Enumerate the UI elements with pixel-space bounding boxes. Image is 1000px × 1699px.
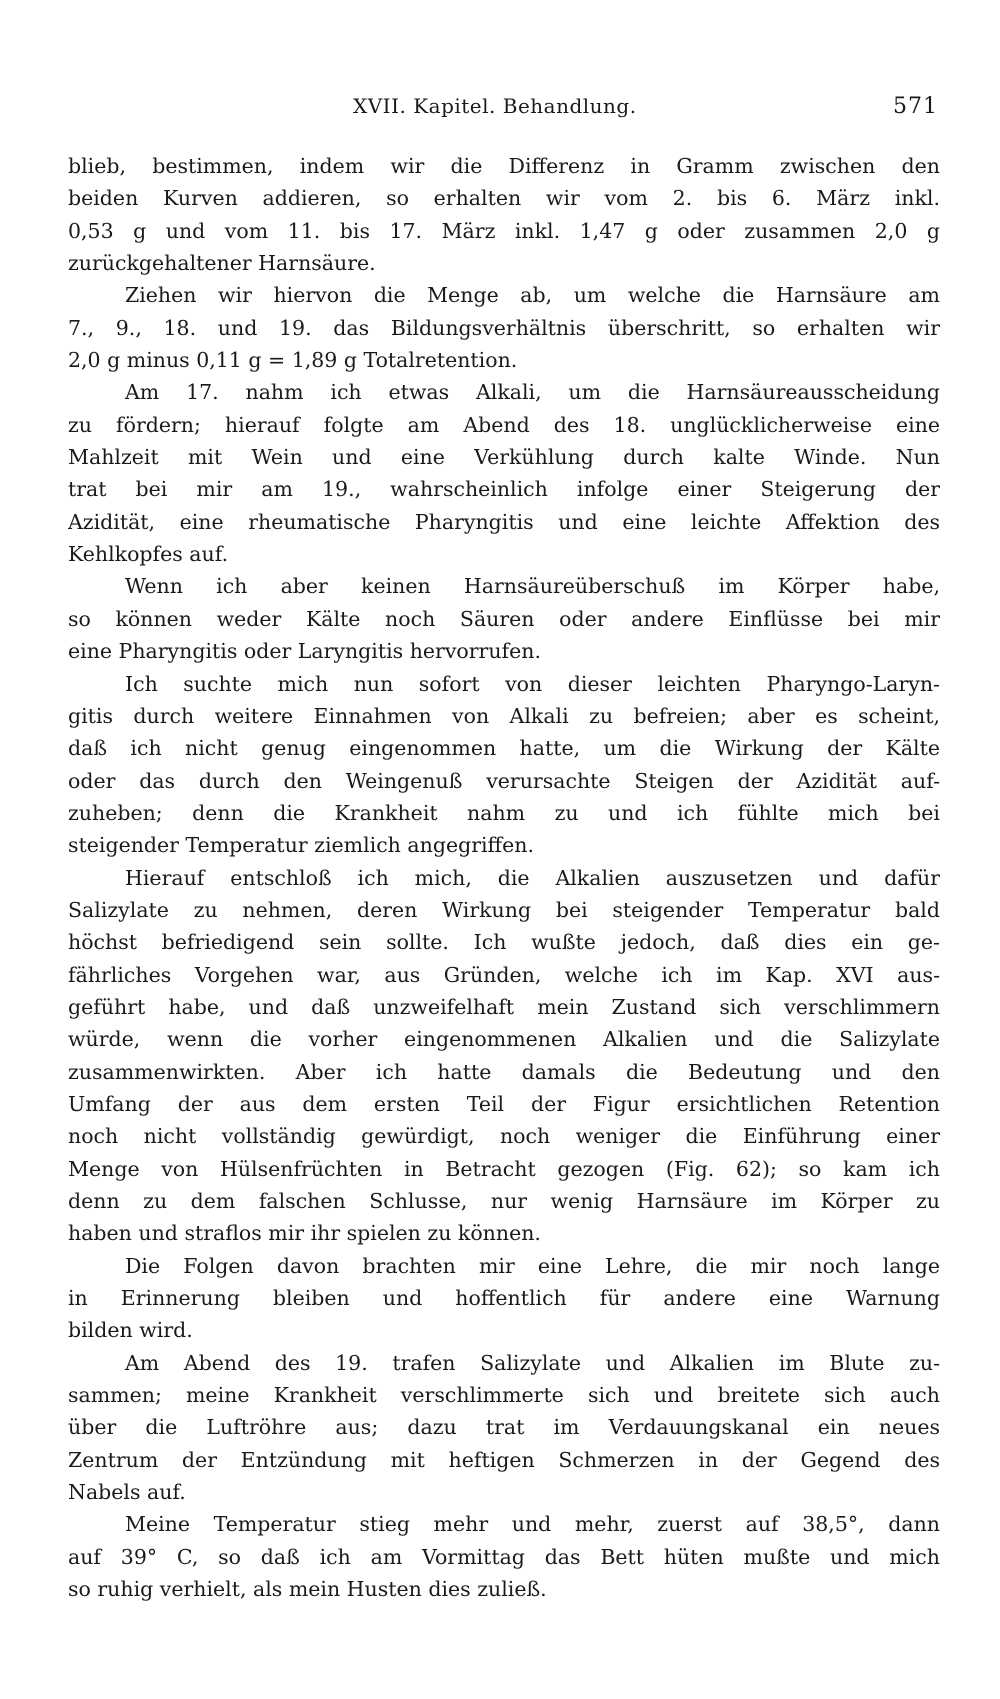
text-line: Die Folgen davon brachten mir eine Lehre, die mir noch lange [125,1253,940,1278]
running-header [68,94,938,124]
text-line: Salizylate zu nehmen, deren Wirkung bei steigender Temperatur bald [68,897,940,922]
paragraph [68,1508,940,1605]
paragraph [68,570,940,667]
text-line: Wenn ich aber keinen Harnsäureüberschuß im Körper habe, [125,574,940,599]
text-line: noch nicht vollständig gewürdigt, noch weniger die Einführung einer [68,1124,940,1149]
text-line: daß ich nicht genug eingenommen hatte, um die Wirkung der Kälte [68,736,940,761]
text-line: so ruhig verhielt, als mein Husten dies zuließ. [68,1577,547,1602]
paragraph [68,1347,940,1509]
text-line: Kehlkopfes auf. [68,542,229,567]
text-line: bilden wird. [68,1318,193,1343]
text-line: Ziehen wir hiervon die Menge ab, um welche die Harnsäure am [125,283,940,308]
text-line: haben und straflos mir ihr spielen zu können. [68,1221,541,1246]
text-line: beiden Kurven addieren, so erhalten wir vom 2. bis 6. März inkl. [68,186,940,211]
text-line: Meine Temperatur stieg mehr und mehr, zuerst auf 38,5°, dann [125,1512,940,1537]
paragraph [68,279,940,376]
page-number: 571 [893,94,938,119]
text-line: 0,53 g und vom 11. bis 17. März inkl. 1,47 g oder zusammen 2,0 g [68,218,940,243]
text-line: Umfang der aus dem ersten Teil der Figur ersichtlichen Retention [68,1091,940,1116]
text-line: denn zu dem falschen Schlusse, nur wenig Harnsäure im Körper zu [68,1189,940,1213]
text-line: blieb, bestimmen, indem wir die Differenz in Gramm zwischen den [68,154,940,178]
text-line: Ich suchte mich nun sofort von dieser leichten Pharyngo-Laryn- [125,671,940,696]
text-line: zuheben; denn die Krankheit nahm zu und ich fühlte mich bei [68,800,940,825]
text-line: trat bei mir am 19., wahrscheinlich infolge einer Steigerung der [68,477,940,502]
text-line: auf 39° C, so daß ich am Vormittag das Bett hüten mußte und mich [68,1544,940,1569]
text-line: Hierauf entschloß ich mich, die Alkalien auszusetzen und dafür [125,865,940,890]
text-line: 2,0 g minus 0,11 g = 1,89 g Totalretention. [68,348,518,373]
text-line: geführt habe, und daß unzweifelhaft mein Zustand sich verschlimmern [68,994,940,1019]
text-line: höchst befriedigend sein sollte. Ich wußte jedoch, daß dies ein ge- [68,930,940,955]
text-line: 7., 9., 18. und 19. das Bildungsverhältnis überschritt, so erhalten wir [68,315,940,340]
text-line: eine Pharyngitis oder Laryngitis hervorrufen. [68,639,541,664]
text-line: Zentrum der Entzündung mit heftigen Schmerzen in der Gegend des [68,1447,940,1472]
body-text [68,150,940,1605]
paragraph [68,150,940,279]
paragraph [68,668,940,862]
text-line: zurückgehaltener Harnsäure. [68,251,376,276]
text-line: Azidität, eine rheumatische Pharyngitis und eine leichte Affektion des [68,509,940,534]
text-line: Am 17. nahm ich etwas Alkali, um die Harnsäureausscheidung [125,380,940,405]
text-line: Nabels auf. [68,1480,186,1505]
text-line: sammen; meine Krankheit verschlimmerte sich und breitete sich auch [68,1383,940,1408]
paragraph [68,376,940,570]
text-line: über die Luftröhre aus; dazu trat im Verdauungskanal ein neues [68,1415,940,1440]
paragraph [68,1250,940,1347]
text-line: Menge von Hülsenfrüchten in Betracht gezogen (Fig. 62); so kam ich [68,1156,940,1181]
text-line: Mahlzeit mit Wein und eine Verkühlung durch kalte Winde. Nun [68,445,940,470]
text-line: in Erinnerung bleiben und hoffentlich für andere eine Warnung [68,1286,940,1311]
text-line: fährliches Vorgehen war, aus Gründen, welche ich im Kap. XVI aus- [68,962,940,987]
paragraph [68,862,940,1250]
text-line: zu fördern; hierauf folgte am Abend des 18. unglücklicherweise eine [68,412,940,437]
text-line: würde, wenn die vorher eingenommenen Alkalien und die Salizylate [68,1027,940,1052]
text-line: steigender Temperatur ziemlich angegriffen. [68,833,534,858]
chapter-title: XVII. Kapitel. Behandlung. [353,94,637,118]
text-line: Am Abend des 19. trafen Salizylate und Alkalien im Blute zu- [125,1350,940,1375]
text-line: oder das durch den Weingenuß verursachte Steigen der Azidität auf- [68,768,940,793]
text-line: so können weder Kälte noch Säuren oder andere Einflüsse bei mir [68,606,940,631]
text-line: gitis durch weitere Einnahmen von Alkali zu befreien; aber es scheint, [68,703,940,728]
text-line: zusammenwirkten. Aber ich hatte damals die Bedeutung und den [68,1059,940,1084]
